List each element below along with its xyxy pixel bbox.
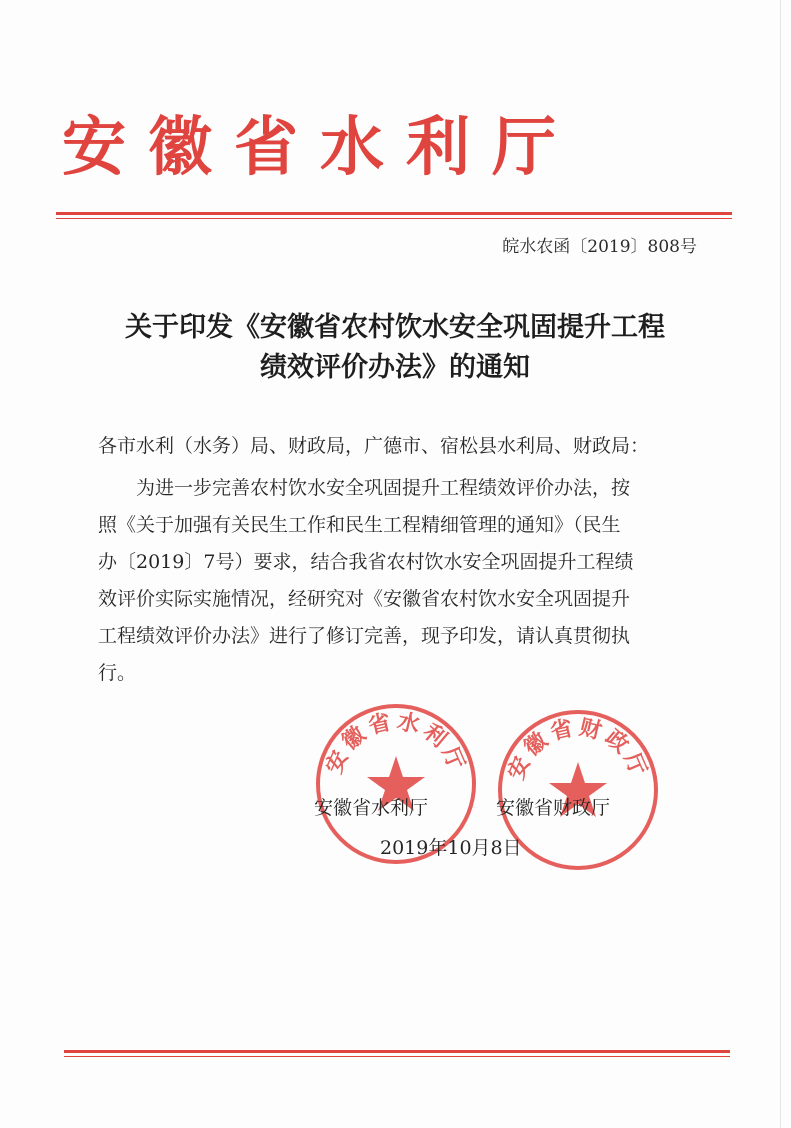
seal-finance-text: 安徽省财政厅 xyxy=(503,715,653,784)
letterhead-title: 安徽省水利厅 xyxy=(62,111,578,185)
issuer-finance: 安徽省财政厅 xyxy=(496,797,611,819)
page-edge xyxy=(780,0,781,1128)
salutation xyxy=(98,428,698,465)
letterhead-rule-top xyxy=(56,212,732,215)
issue-date: 2019年10月8日 xyxy=(380,837,522,859)
issuer-water-resources: 安徽省水利厅 xyxy=(314,797,429,819)
document-title-line-1: 关于印发《安徽省农村饮水安全巩固提升工程 xyxy=(125,312,665,343)
document-number: 皖水农函〔2019〕808号 xyxy=(502,237,697,257)
letterhead-rule-thin xyxy=(56,218,732,219)
paragraph-line: 工程绩效评价办法》进行了修订完善，现予印发，请认真贯彻执 xyxy=(98,625,631,647)
seal-water-resources-text: 安徽省水利厅 xyxy=(321,709,471,778)
paragraph-line: 行。 xyxy=(98,662,137,684)
footer-rule-thin xyxy=(64,1056,730,1057)
paragraph-line: 办〔2019〕7号）要求，结合我省农村饮水安全巩固提升工程绩 xyxy=(98,551,634,573)
body-paragraph xyxy=(98,470,698,692)
document-title-line-2: 绩效评价办法》的通知 xyxy=(260,352,530,383)
paragraph-line: 照《关于加强有关民生工作和民生工程精细管理的通知》（民生 xyxy=(98,514,621,536)
footer-rule-top xyxy=(64,1050,730,1053)
paragraph-line: 为进一步完善农村饮水安全巩固提升工程绩效评价办法，按 xyxy=(98,477,631,499)
paragraph-line: 效评价实际实施情况，经研究对《安徽省农村饮水安全巩固提升 xyxy=(98,588,631,610)
salutation-text: 各市水利（水务）局、财政局，广德市、宿松县水利局、财政局： xyxy=(98,435,650,457)
